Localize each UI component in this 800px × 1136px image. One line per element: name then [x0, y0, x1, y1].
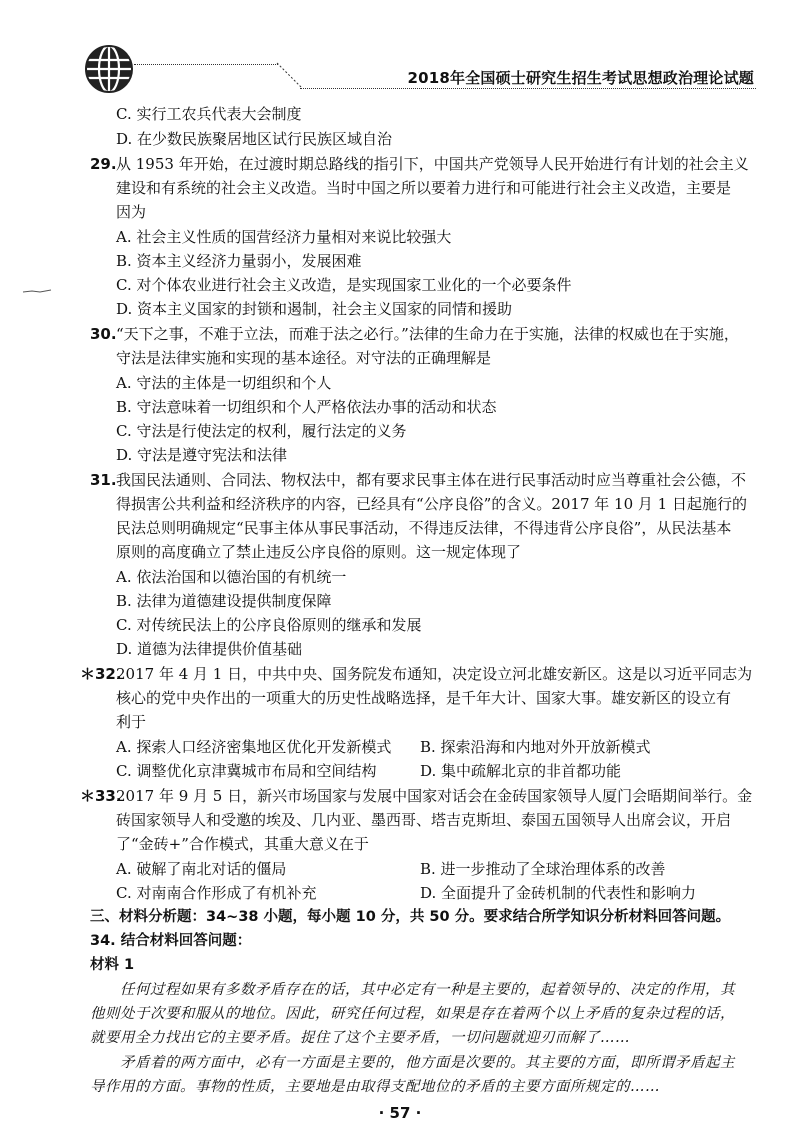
material-1-line-4: 矛盾着的两方面中，必有一方面是主要的，他方面是次要的。其主要的方面，即所谓矛盾起主 [120, 1055, 735, 1071]
option-31-d: D. 道德为法律提供价值基础 [116, 640, 303, 658]
option-33-d: D. 全面提升了金砖机制的代表性和影响力 [420, 884, 697, 902]
option-32-a: A. 探索人口经济密集地区优化开发新模式 [116, 738, 392, 756]
question-32-line-1: 2017 年 4 月 1 日，中共中央、国务院发布通知，决定设立河北雄安新区。这是以习近平同志为 [116, 665, 753, 683]
question-33-number: ＊33. [80, 787, 122, 805]
option-32-b: B. 探索沿海和内地对外开放新模式 [420, 738, 651, 756]
header-dotted-line-right [300, 88, 756, 89]
option-31-b: B. 法律为道德建设提供制度保障 [116, 592, 332, 610]
material-1-line-1: 任何过程如果有多数矛盾存在的话，其中必定有一种是主要的，起着领导的、决定的作用，其 [120, 982, 735, 998]
section-3-heading: 三、材料分析题：34~38 小题，每小题 10 分，共 50 分。要求结合所学知识分析材料回答问题。 [90, 909, 731, 925]
question-31-line-2: 得损害公共利益和经济秩序的内容，已经具有“公序良俗”的含义。2017 年 10 月 1 日起施行的 [116, 495, 747, 513]
option-33-a: A. 破解了南北对话的僵局 [116, 860, 287, 878]
header-title: 2018年全国硕士研究生招生考试思想政治理论试题 [407, 69, 754, 87]
question-30-line-2: 守法是法律实施和实现的基本途径。对守法的正确理解是 [116, 349, 492, 367]
option-29-c: C. 对个体农业进行社会主义改造，是实现国家工业化的一个必要条件 [116, 276, 572, 294]
option-33-c: C. 对南南合作形成了有机补充 [116, 884, 317, 902]
question-31-line-4: 原则的高度确立了禁止违反公序良俗的原则。这一规定体现了 [116, 543, 522, 561]
option-29-a: A. 社会主义性质的国营经济力量相对来说比较强大 [116, 228, 452, 246]
page-number: · 57 · [378, 1104, 422, 1122]
question-34-heading: 34. 结合材料回答问题： [90, 933, 252, 949]
question-30-line-1: “天下之事，不难于立法，而难于法之必行。”法律的生命力在于实施，法律的权威也在于实施， [116, 325, 739, 343]
option-30-a: A. 守法的主体是一切组织和个人 [116, 374, 332, 392]
question-31-line-3: 民法总则明确规定“民事主体从事民事活动，不得违反法律，不得违背公序良俗”，从民法基本 [116, 519, 732, 537]
option-28-d: D. 在少数民族聚居地区试行民族区域自治 [116, 130, 393, 148]
header-slant-line [276, 62, 302, 88]
question-33-line-1: 2017 年 9 月 5 日，新兴市场国家与发展中国家对话会在金砖国家领导人厦门会晤期间举行。金 [116, 787, 753, 805]
option-31-c: C. 对传统民法上的公序良俗原则的继承和发展 [116, 616, 422, 634]
option-32-d: D. 集中疏解北京的非首都功能 [420, 762, 622, 780]
option-28-c: C. 实行工农兵代表大会制度 [116, 105, 302, 123]
option-32-c: C. 调整优化京津冀城市布局和空间结构 [116, 762, 377, 780]
question-33-line-2: 砖国家领导人和受邀的埃及、几内亚、墨西哥、塔吉克斯坦、泰国五国领导人出席会议，开启 [116, 811, 732, 829]
question-29-line-1: 从 1953 年开始，在过渡时期总路线的指引下，中国共产党领导人民开始进行有计划的社会主义 [116, 155, 749, 173]
option-33-b: B. 进一步推动了全球治理体系的改善 [420, 860, 666, 878]
option-30-d: D. 守法是遵守宪法和法律 [116, 446, 288, 464]
option-30-c: C. 守法是行使法定的权利，履行法定的义务 [116, 422, 407, 440]
question-29-line-2: 建设和有系统的社会主义改造。当时中国之所以要着力进行和可能进行社会主义改造，主要是 [116, 179, 732, 197]
material-1-line-5: 导作用的方面。事物的性质，主要地是由取得支配地位的矛盾的主要方面所规定的…… [90, 1079, 660, 1095]
header-dotted-line-left [134, 64, 278, 65]
option-31-a: A. 依法治国和以德治国的有机统一 [116, 568, 347, 586]
material-1-line-2: 他则处于次要和服从的地位。因此，研究任何过程，如果是存在着两个以上矛盾的复杂过程的话， [90, 1006, 735, 1022]
question-33-line-3: 了“金砖+”合作模式，其重大意义在于 [116, 835, 369, 853]
question-32-line-3: 利于 [116, 713, 147, 731]
margin-scribble-icon [22, 287, 52, 295]
option-30-b: B. 守法意味着一切组织和个人严格依法办事的活动和状态 [116, 398, 497, 416]
option-29-b: B. 资本主义经济力量弱小，发展困难 [116, 252, 362, 270]
question-31-line-1: 我国民法通则、合同法、物权法中，都有要求民事主体在进行民事活动时应当尊重社会公德，不 [116, 471, 747, 489]
question-32-number: ＊32. [80, 665, 122, 683]
question-29-number: 29. [90, 155, 117, 173]
option-29-d: D. 资本主义国家的封锁和遏制，社会主义国家的同情和援助 [116, 300, 513, 318]
question-29-line-3: 因为 [116, 203, 147, 221]
question-30-number: 30. [90, 325, 117, 343]
material-1-label: 材料 1 [90, 957, 135, 973]
question-31-number: 31. [90, 471, 117, 489]
globe-logo-icon [84, 44, 134, 94]
question-32-line-2: 核心的党中央作出的一项重大的历史性战略选择，是千年大计、国家大事。雄安新区的设立有 [116, 689, 732, 707]
material-1-line-3: 就要用全力找出它的主要矛盾。捉住了这个主要矛盾，一切问题就迎刃而解了…… [90, 1030, 630, 1046]
